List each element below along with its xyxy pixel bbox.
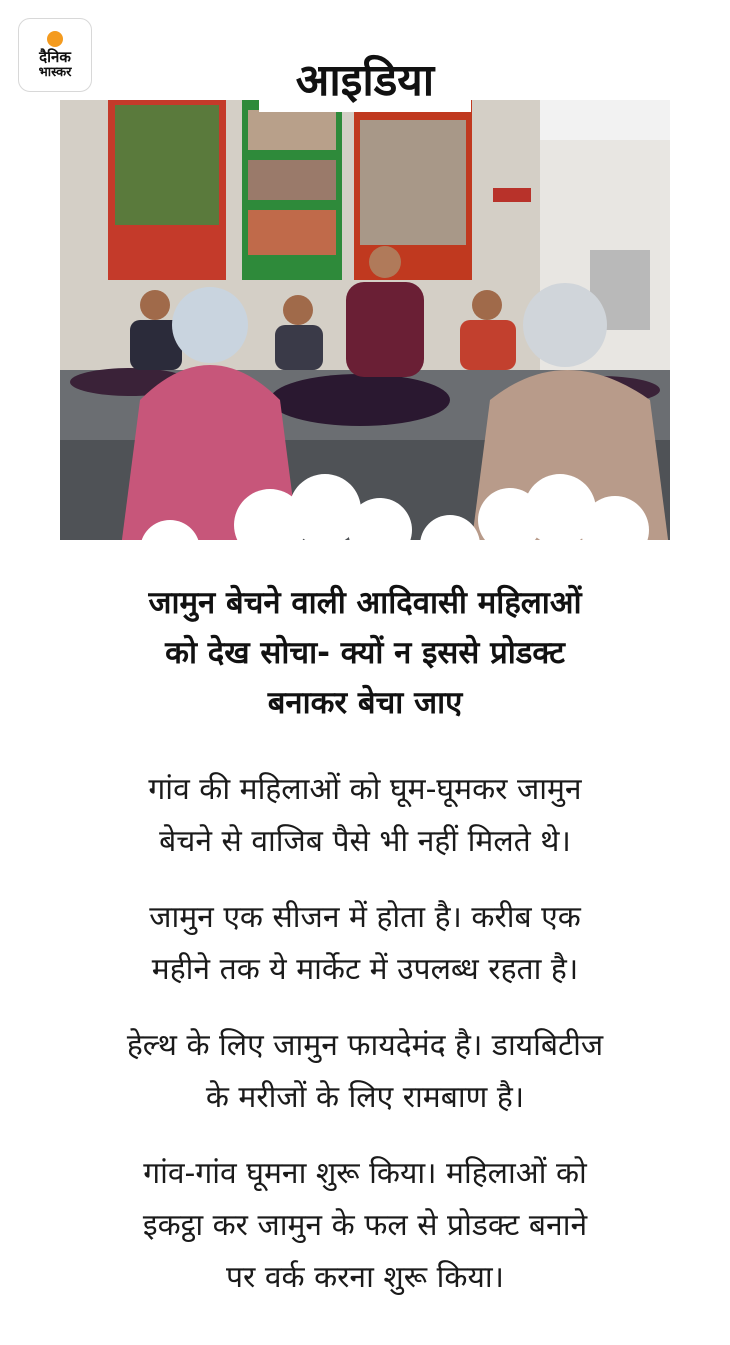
logo-text-line2: भास्कर (38, 64, 72, 80)
point-line: पर वर्क करना शुरू किया। (226, 1260, 504, 1295)
point-paragraph (40, 1148, 690, 1304)
point-line: हेल्थ के लिए जामुन फायदेमंद है। डायबिटीज (126, 1028, 604, 1063)
point-line: के मरीजों के लिए रामबाण है। (205, 1080, 525, 1115)
point-paragraph (40, 1020, 690, 1124)
sun-icon (47, 31, 63, 47)
headline (40, 578, 690, 728)
headline-line: बनाकर बेचा जाए (267, 685, 463, 721)
point-line: गांव-गांव घूमना शुरू किया। महिलाओं को (143, 1156, 587, 1191)
point-line: महीने तक ये मार्केट में उपलब्ध रहता है। (151, 952, 579, 987)
point-line: बेचने से वाजिब पैसे भी नहीं मिलते थे। (159, 824, 571, 859)
point-paragraph (40, 764, 690, 868)
point-paragraph (40, 892, 690, 996)
logo-text-line1: दैनिक (39, 47, 71, 66)
headline-line: को देख सोचा- क्यों न इससे प्रोडक्ट (165, 635, 565, 671)
page-title: आइडिया (295, 55, 435, 106)
point-line: जामुन एक सीजन में होता है। करीब एक (149, 900, 581, 935)
dainik-bhaskar-logo[interactable] (18, 18, 92, 92)
point-line: इकट्ठा कर जामुन के फल से प्रोडक्ट बनाने (142, 1208, 588, 1243)
title-badge (259, 44, 471, 112)
point-line: गांव की महिलाओं को घूम-घूमकर जामुन (148, 772, 582, 807)
article-photo (60, 100, 670, 555)
headline-line: जामुन बेचने वाली आदिवासी महिलाओं (148, 585, 582, 621)
